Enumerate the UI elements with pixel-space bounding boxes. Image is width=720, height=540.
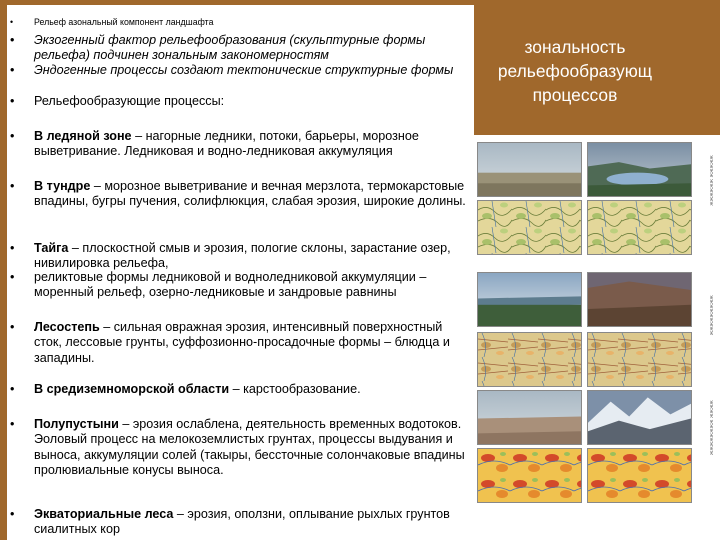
bullet-run: – эрозия ослаблена, деятельность временных водотоков. Эоловый процесс на мелокоземлистых грунтах, процессы выдувания и выноса, аккумуляции солей (такыры, бессточные солончаковые впадины пролювиальные конусы выноса. — [34, 417, 465, 478]
bullet-marker: • — [10, 382, 15, 396]
bullet-marker: • — [10, 507, 15, 521]
landscape-photo — [477, 272, 582, 327]
landscape-photo — [477, 142, 582, 197]
vertical-caption: ЖЖЖЖЖЖЖЖЖ — [709, 295, 714, 336]
bullet-run: Рельеф азональный компонент ландшафта — [34, 17, 214, 27]
bullet-text — [34, 320, 470, 366]
bullet-term: В ледяной зоне — [34, 129, 132, 143]
bullet-marker: • — [10, 179, 15, 193]
bullet-marker: • — [10, 17, 14, 27]
bullet-text — [34, 417, 470, 479]
bullet-marker: • — [10, 320, 15, 334]
bullet-text — [34, 63, 470, 78]
vertical-caption: ЖЖЖЖЖЖ ЖЖЖЖЖ — [709, 155, 714, 206]
landscape-photo — [477, 390, 582, 445]
map-fragment — [587, 200, 692, 255]
bullet-run: Экзогенный фактор рельефообразования (скульптурные формы рельефа) подчинен зональным закономерностям — [34, 33, 426, 63]
title-line: рельефообразующ — [497, 61, 653, 81]
bullet-run: Эндогенные процессы создают тектонические структурные формы — [34, 63, 454, 77]
bullet-text — [34, 241, 470, 272]
bullet-run: – плоскостной смыв и эрозия, пологие склоны, зарастание озер, нивилировка рельефа, — [34, 241, 451, 271]
bullet-run: – морозное выветривание и вечная мерзлота, термокарстовые впадины, бугры пучения, солифлюкция, слабая эрозия, широкие долины. — [34, 179, 466, 209]
bullet-marker: • — [10, 270, 15, 284]
bullet-run: Рельефообразующие процессы: — [34, 94, 225, 108]
bullet-marker: • — [10, 241, 15, 255]
bullet-text — [34, 270, 470, 301]
bullet-marker: • — [10, 33, 15, 47]
bullet-text — [34, 33, 470, 64]
map-fragment — [587, 448, 692, 503]
illustration-panel — [473, 135, 720, 540]
bullet-marker: • — [10, 129, 15, 143]
bullet-run: – карстообразование. — [229, 382, 361, 396]
bullet-text — [34, 507, 470, 538]
map-fragment — [477, 200, 582, 255]
bullet-term: В средиземноморской области — [34, 382, 230, 396]
map-fragment — [477, 332, 582, 387]
bullet-text — [34, 179, 470, 210]
bullet-marker: • — [10, 417, 15, 431]
bullet-term: Лесостепь — [34, 320, 100, 334]
landscape-photo — [587, 142, 692, 197]
map-fragment — [477, 448, 582, 503]
title-line: процессов — [532, 85, 618, 105]
bullet-term: Тайга — [34, 241, 69, 255]
bullet-term: В тундре — [34, 179, 91, 193]
slide-title — [476, 35, 674, 107]
bullet-run: – сильная овражная эрозия, интенсивный поверхностный сток, лессовые грунты, суффозионно-просадочные формы – блюдца и западины. — [34, 320, 450, 365]
bullet-run: реликтовые формы ледниковой и водноледниковой аккумуляции – моренный рельеф, озерно-ледниковые и зандровые равнины — [34, 270, 427, 300]
bullet-text — [34, 129, 470, 160]
bullet-text — [34, 16, 470, 28]
content-panel — [7, 5, 474, 540]
vertical-caption: ЖЖЖЖЖЖЖЖ ЖЖЖЖ — [709, 400, 714, 456]
bullet-text — [34, 94, 470, 109]
landscape-photo — [587, 390, 692, 445]
bullet-term: Экваториальные леса — [34, 507, 174, 521]
bullet-term: Полупустыни — [34, 417, 119, 431]
bullet-run: – нагорные ледники, потоки, барьеры, морозное выветривание. Ледниковая и водно-ледниковая аккумуляция — [34, 129, 419, 159]
bullet-text — [34, 382, 470, 397]
bullet-run: – эрозия, оползни, оплывание рыхлых грунтов сиалитных кор — [34, 507, 450, 537]
map-fragment — [587, 332, 692, 387]
landscape-photo — [587, 272, 692, 327]
title-line: зональность — [524, 37, 626, 57]
bullet-marker: • — [10, 63, 15, 77]
bullet-marker: • — [10, 94, 15, 108]
